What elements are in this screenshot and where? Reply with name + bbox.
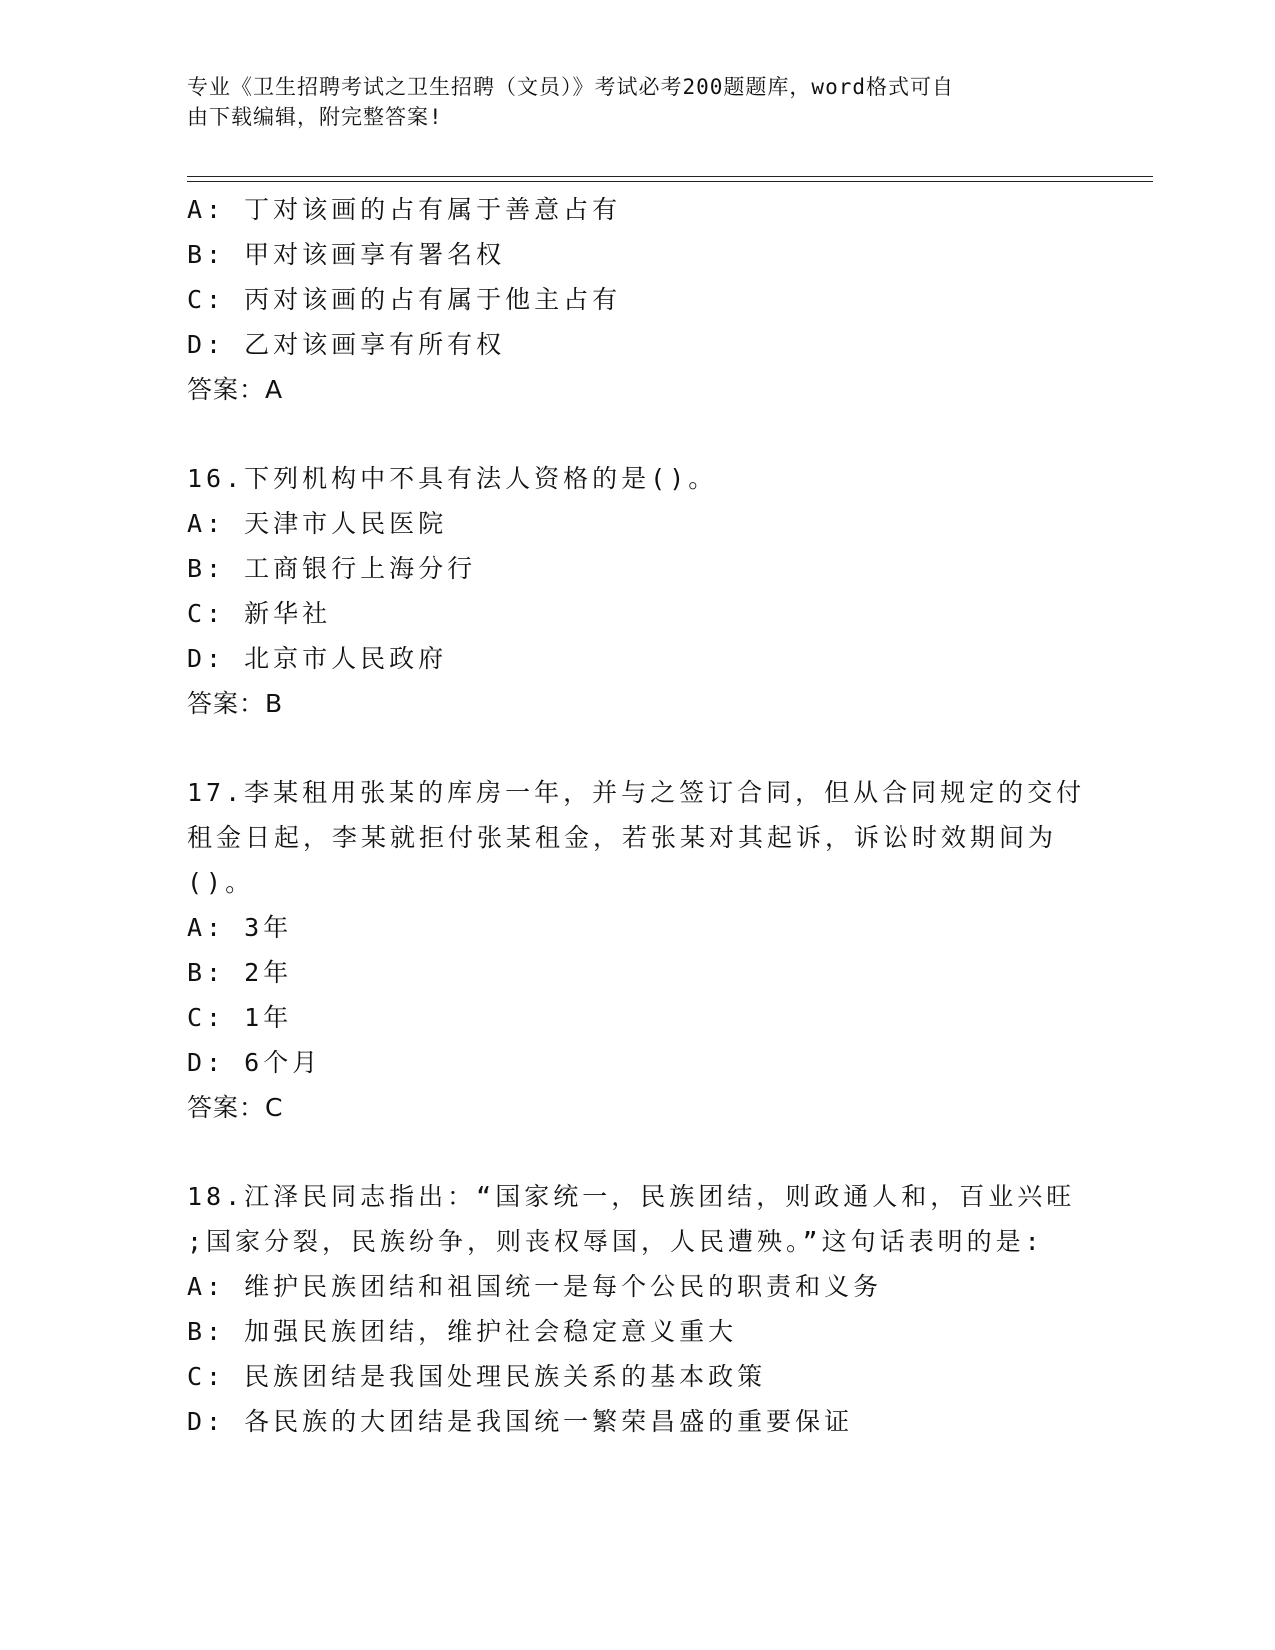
q17-stem-line-3: ()。 <box>187 868 255 897</box>
header-line-1: 专业《卫生招聘考试之卫生招聘（文员）》考试必考200题题库，word格式可自 <box>187 75 954 99</box>
document-header <box>187 72 1067 132</box>
header-line-2: 由下载编辑，附完整答案! <box>187 105 443 129</box>
q18-option-a: A: 维护民族团结和祖国统一是每个公民的职责和义务 <box>187 1272 883 1301</box>
q17-option-c: C: 1年 <box>187 1003 293 1032</box>
prev-option-d: D: 乙对该画享有所有权 <box>187 330 506 359</box>
q18-stem-line-2: ;国家分裂，民族纷争，则丧权辱国，人民遭殃。”这句话表明的是: <box>187 1227 1044 1256</box>
q17-option-b: B: 2年 <box>187 958 293 987</box>
q16-stem: 16.下列机构中不具有法人资格的是()。 <box>187 464 718 493</box>
q16-option-a: A: 天津市人民医院 <box>187 509 448 538</box>
q17-stem-line-2: 租金日起，李某就拒付张某租金，若张某对其起诉，诉讼时效期间为 <box>187 823 1058 852</box>
q17-stem-line-1: 17.李某租用张某的库房一年，并与之签订合同，但从合同规定的交付 <box>187 778 1086 807</box>
prev-option-c: C: 丙对该画的占有属于他主占有 <box>187 285 622 314</box>
q18-option-b: B: 加强民族团结，维护社会稳定意义重大 <box>187 1317 738 1346</box>
q16-option-b: B: 工商银行上海分行 <box>187 554 477 583</box>
header-divider-bottom <box>187 181 1153 182</box>
prev-option-b: B: 甲对该画享有署名权 <box>187 240 506 269</box>
prev-answer: 答案：A <box>187 375 284 404</box>
q18-stem-line-1: 18.江泽民同志指出：“国家统一，民族团结，则政通人和，百业兴旺 <box>187 1182 1076 1211</box>
header-divider-top <box>187 176 1153 177</box>
q16-answer: 答案：B <box>187 689 284 718</box>
q18-option-d: D: 各民族的大团结是我国统一繁荣昌盛的重要保证 <box>187 1407 854 1436</box>
q17-option-a: A: 3年 <box>187 913 293 942</box>
q16-option-c: C: 新华社 <box>187 599 332 628</box>
prev-option-a: A: 丁对该画的占有属于善意占有 <box>187 195 622 224</box>
q17-option-d: D: 6个月 <box>187 1048 322 1077</box>
q17-answer: 答案：C <box>187 1093 284 1122</box>
q18-option-c: C: 民族团结是我国处理民族关系的基本政策 <box>187 1362 767 1391</box>
q16-option-d: D: 北京市人民政府 <box>187 644 448 673</box>
